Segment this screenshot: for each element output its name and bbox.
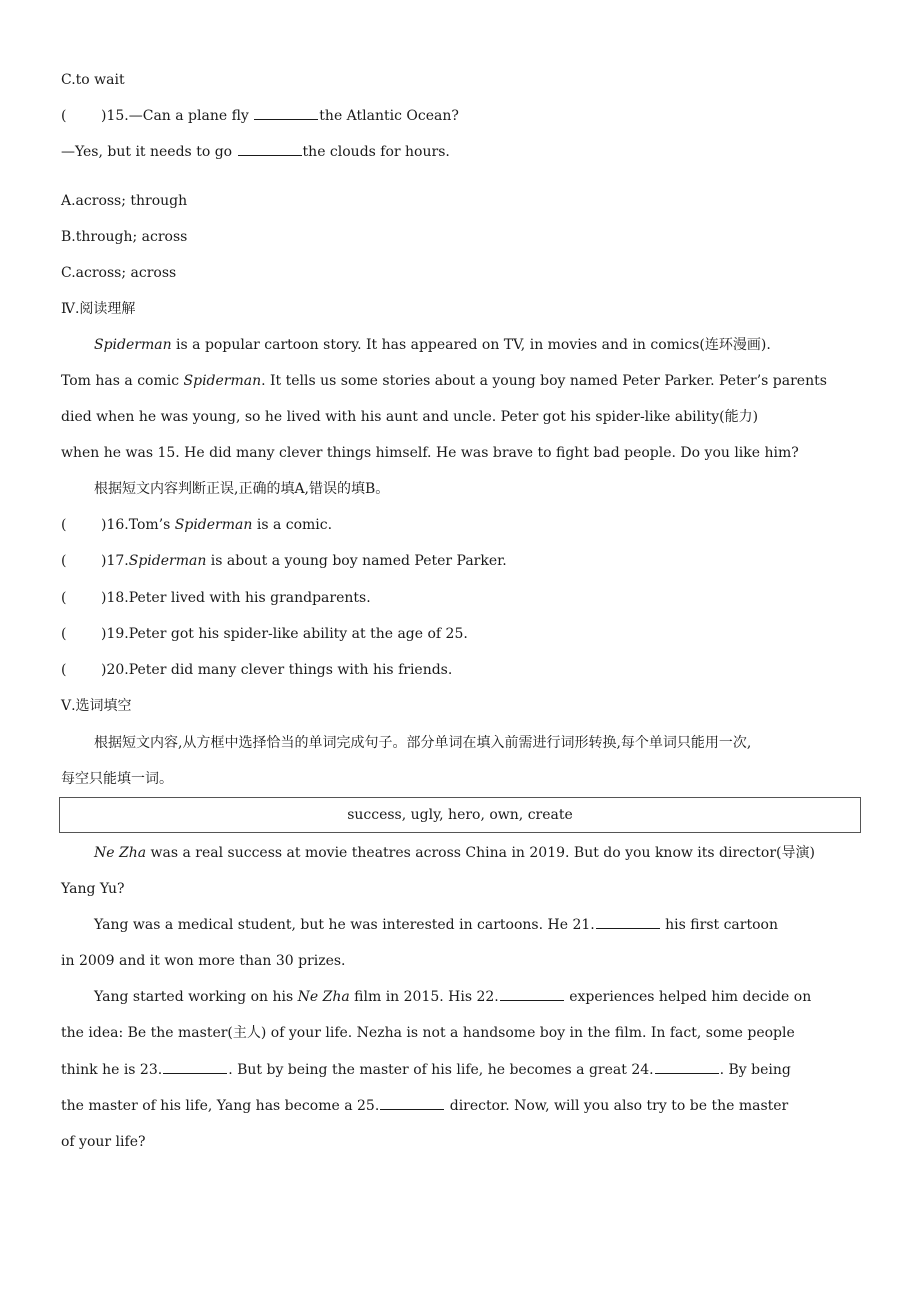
answer-paren[interactable]: ( [61, 662, 67, 678]
answer-blank[interactable] [254, 106, 318, 120]
q15-text-b: the Atlantic Ocean? [319, 108, 459, 124]
passage-text: Tom has a comic [61, 373, 184, 389]
question-number: )15. [101, 108, 129, 124]
passage-text: . By being [719, 1062, 791, 1078]
answer-paren[interactable]: ( [61, 590, 67, 606]
passage-text: think he is 23. [61, 1062, 163, 1078]
p3-line-5: of your life? [61, 1134, 146, 1150]
section5-heading: Ⅴ.选词填空 [61, 698, 132, 714]
answer-paren[interactable]: ( [61, 517, 67, 533]
p3-line-2: the idea: Be the master(主人) of your life. Nezha is not a handsome boy in the film. In fact, some people [61, 1025, 795, 1041]
q15-option-a: A.across; through [61, 193, 188, 209]
passage-text: was a real success at movie theatres across China in 2019. But do you know its director(导演) [146, 845, 815, 861]
answer-blank-25[interactable] [380, 1096, 444, 1110]
q14-option-c: C.to wait [61, 72, 125, 88]
item-text: Peter got his spider-like ability at the age of 25. [128, 626, 468, 642]
tf-item [61, 624, 468, 644]
item-text: is about a young boy named Peter Parker. [206, 553, 507, 569]
p2-line-2: in 2009 and it won more than 30 prizes. [61, 953, 346, 969]
passage-text: experiences helped him decide on [564, 989, 812, 1005]
answer-paren[interactable]: ( [61, 553, 67, 569]
title-nezha: Ne Zha [94, 845, 147, 861]
passage-text: his first cartoon [660, 917, 778, 933]
word-box [59, 797, 861, 833]
question-number: )18. [101, 590, 129, 606]
item-text: is a comic. [252, 517, 333, 533]
answer-blank-24[interactable] [655, 1060, 719, 1074]
question-number: )20. [101, 662, 129, 678]
passage-text: . It tells us some stories about a young boy named Peter Parker. Peter’s parents [261, 373, 827, 389]
passage-text: Yang started working on his [94, 989, 298, 1005]
passage-text: . But by being the master of his life, he becomes a great 24. [228, 1062, 654, 1078]
question-number: )19. [101, 626, 129, 642]
passage-text: the master of his life, Yang has become a 25. [61, 1098, 380, 1114]
word-list: success, ugly, hero, own, create [347, 807, 573, 823]
q15-option-c: C.across; across [61, 265, 177, 281]
passage-text: Yang was a medical student, but he was interested in cartoons. He 21. [94, 917, 595, 933]
q15-text-a: —Can a plane fly [128, 108, 254, 124]
passage-line-1 [94, 335, 771, 355]
p3-line-4 [61, 1096, 788, 1116]
q15-line2-b: the clouds for hours. [302, 144, 450, 160]
title-spiderman: Spiderman [174, 517, 253, 533]
title-spiderman: Spiderman [128, 553, 207, 569]
tf-item [61, 660, 452, 680]
q15-line2 [61, 142, 450, 162]
q15-option-b: B.through; across [61, 229, 188, 245]
answer-blank[interactable] [238, 142, 302, 156]
answer-blank-23[interactable] [163, 1060, 227, 1074]
item-text: Tom’s [128, 517, 175, 533]
q15-line2-a: —Yes, but it needs to go [61, 144, 237, 160]
title-spiderman: Spiderman [94, 337, 172, 353]
p1-line-2: Yang Yu? [61, 881, 125, 897]
answer-paren[interactable]: ( [61, 626, 67, 642]
answer-paren: ( [61, 108, 67, 124]
passage-text: is a popular cartoon story. It has appeared on TV, in movies and in comics(连环漫画). [171, 337, 771, 353]
q15-stem [61, 106, 459, 126]
passage-line-4: when he was 15. He did many clever things himself. He was brave to fight bad people. Do you like him? [61, 445, 799, 461]
passage-text: film in 2015. His 22. [349, 989, 499, 1005]
question-number: )17. [101, 553, 129, 569]
p3-line-1 [94, 987, 811, 1007]
p1-line-1 [94, 843, 815, 863]
answer-blank-21[interactable] [596, 915, 660, 929]
section5-instruction-cont: 每空只能填一词。 [61, 771, 173, 787]
title-spiderman: Spiderman [183, 373, 262, 389]
title-nezha: Ne Zha [297, 989, 350, 1005]
tf-item [61, 588, 371, 608]
section4-heading: Ⅳ.阅读理解 [61, 301, 136, 317]
answer-blank-22[interactable] [500, 987, 564, 1001]
p2-line-1 [94, 915, 778, 935]
section5-instruction: 根据短文内容,从方框中选择恰当的单词完成句子。部分单词在填入前需进行词形转换,每个单词只能用一次, [94, 735, 752, 751]
item-text: Peter did many clever things with his friends. [128, 662, 453, 678]
passage-text: director. Now, will you also try to be the master [445, 1098, 789, 1114]
passage-line-3: died when he was young, so he lived with his aunt and uncle. Peter got his spider-like ability(能力) [61, 409, 759, 425]
passage-line-2 [61, 371, 827, 391]
tf-item [61, 551, 507, 571]
section4-instruction: 根据短文内容判断正误,正确的填A,错误的填B。 [94, 481, 390, 497]
tf-item [61, 515, 332, 535]
item-text: Peter lived with his grandparents. [128, 590, 371, 606]
p3-line-3 [61, 1060, 791, 1080]
question-number: )16. [101, 517, 129, 533]
